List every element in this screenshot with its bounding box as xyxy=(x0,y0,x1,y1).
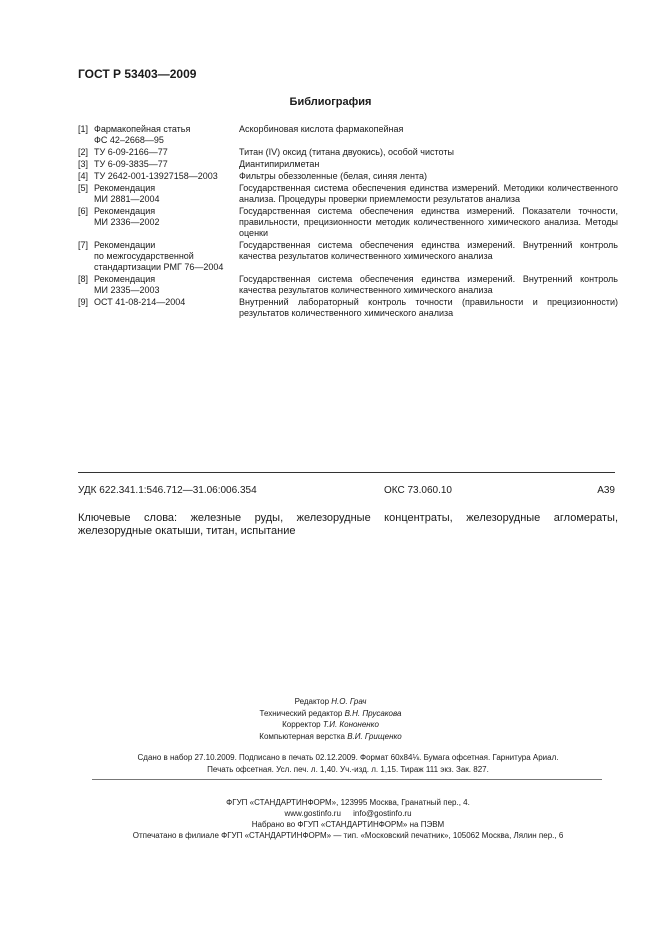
item-description: Государственная система обеспечения единства измерений. Показатели точности, правильности, прецизионности методик количественного химического анализа. Методы оценки xyxy=(239,206,618,238)
layout-label: Компьютерная верстка xyxy=(259,731,345,741)
udc-code: УДК 622.341.1:546.712—31.06:006.354 xyxy=(78,485,257,496)
printed-line: Отпечатано в филиале ФГУП «СТАНДАРТИНФОРМ» — тип. «Московский печатник», 105062 Москва, Лялин пер., 6 xyxy=(132,831,564,840)
item-reference: Рекомендация МИ 2336—2002 xyxy=(94,206,160,227)
item-reference: ТУ 2642-001-13927158—2003 xyxy=(94,171,218,181)
item-number: [3] xyxy=(78,159,89,169)
item-description: Диантипирилметан xyxy=(239,159,320,169)
item-description: Фильтры обеззоленные (белая, синяя лента) xyxy=(239,171,427,181)
item-description: Государственная система обеспечения единства измерений. Методики количественного анализа. Процедуры проверки приемлемости результатов анализа xyxy=(239,183,618,204)
tech-editor-name: В.Н. Прусакова xyxy=(344,708,402,718)
item-reference: Фармакопейная статья ФС 42–2668—95 xyxy=(94,124,191,145)
credits-block xyxy=(200,696,461,742)
editor-line xyxy=(200,696,461,708)
bibliography-list xyxy=(78,124,618,320)
item-description: Титан (IV) оксид (титана двуокись), особой чистоты xyxy=(239,147,454,157)
editor-name: Н.О. Грач xyxy=(331,697,367,706)
layout-line xyxy=(200,731,461,743)
publisher-address: ФГУП «СТАНДАРТИНФОРМ», 123995 Москва, Гранатный пер., 4. xyxy=(226,798,470,807)
bibliography-item xyxy=(78,124,618,146)
item-number: [5] xyxy=(78,183,89,193)
oks-code: ОКС 73.060.10 xyxy=(384,485,452,496)
item-reference: ОСТ 41-08-214—2004 xyxy=(94,297,186,307)
typeset-line: Набрано во ФГУП «СТАНДАРТИНФОРМ» на ПЭВМ xyxy=(251,820,445,829)
item-reference: ТУ 6-09-3835—77 xyxy=(94,159,168,169)
publishing-info xyxy=(78,752,618,775)
publishing-line-2: Печать офсетная. Усл. печ. л. 1,40. Уч.-изд. л. 1,15. Тираж 111 экз. Зак. 827. xyxy=(207,764,489,774)
bibliography-item xyxy=(78,274,618,296)
publishing-line-1: Сдано в набор 27.10.2009. Подписано в печать 02.12.2009. Формат 60x84⅛. Бумага офсетная. Гарнитура Ариал. xyxy=(137,753,559,762)
item-reference: Рекомендация МИ 2881—2004 xyxy=(94,183,160,204)
item-description: Государственная система обеспечения единства измерений. Внутренний контроль качества результатов количественного химического анализа xyxy=(239,274,618,295)
item-number: [2] xyxy=(78,147,89,157)
item-reference: Рекомендации по межгосударственной стандартизации РМГ 76—2004 xyxy=(94,240,224,272)
bibliography-item xyxy=(78,206,618,239)
layout-name: В.И. Грищенко xyxy=(347,731,402,741)
item-number: [4] xyxy=(78,171,89,181)
website-link[interactable]: www.gostinfo.ru xyxy=(284,809,341,818)
section-divider xyxy=(78,472,615,473)
keywords: Ключевые слова: железные руды, железорудные концентраты, железорудные агломераты, железорудные окатыши, титан, испытание xyxy=(78,512,618,537)
item-description: Аскорбиновая кислота фармакопейная xyxy=(239,124,404,134)
item-description: Внутренний лабораторный контроль точности (правильности и прецизионности) результатов количественного химического анализа xyxy=(239,297,618,318)
editor-label: Редактор xyxy=(294,697,330,706)
bibliography-item xyxy=(78,240,618,273)
item-number: [7] xyxy=(78,240,89,250)
bibliography-item xyxy=(78,147,618,158)
item-number: [9] xyxy=(78,297,89,307)
footer-divider xyxy=(92,779,602,780)
contact-line xyxy=(78,808,618,819)
bibliography-item xyxy=(78,159,618,170)
tech-editor-label: Технический редактор xyxy=(259,708,343,718)
group-code: А39 xyxy=(597,485,615,496)
item-reference: Рекомендация МИ 2335—2003 xyxy=(94,274,160,295)
bibliography-title: Библиография xyxy=(289,96,372,108)
corrector-name: Т.И. Кононенко xyxy=(322,720,379,729)
item-number: [1] xyxy=(78,124,89,134)
corrector-line xyxy=(200,719,461,731)
item-description: Государственная система обеспечения единства измерений. Внутренний контроль качества результатов количественного химического анализа xyxy=(239,240,618,261)
imprint-footer xyxy=(78,797,618,841)
item-number: [6] xyxy=(78,206,89,216)
corrector-label: Корректор xyxy=(282,720,321,729)
tech-editor-line xyxy=(200,708,461,720)
document-header: ГОСТ Р 53403—2009 xyxy=(78,67,197,81)
item-number: [8] xyxy=(78,274,89,284)
bibliography-item xyxy=(78,297,618,319)
bibliography-item xyxy=(78,171,618,182)
item-reference: ТУ 6-09-2166—77 xyxy=(94,147,168,157)
email-link[interactable]: info@gostinfo.ru xyxy=(353,809,412,818)
bibliography-item xyxy=(78,183,618,205)
